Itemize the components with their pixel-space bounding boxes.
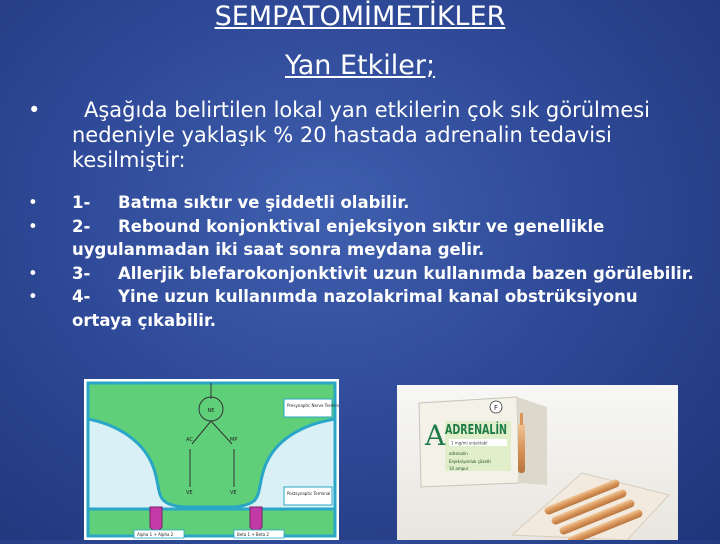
synapse-illustration <box>84 379 339 540</box>
ve-label: VE <box>230 490 237 496</box>
bullet-icon: • <box>28 98 41 122</box>
box-text: 1 mg/ml enjektabl <box>451 440 488 446</box>
slide-title: SEMPATOMİMETİKLER <box>214 1 506 32</box>
slide-subtitle: Yan Etkiler; <box>284 50 436 81</box>
mp-label: MP <box>230 437 238 443</box>
bullet-icon: • <box>28 193 38 212</box>
item-number: 2- <box>72 216 91 236</box>
box-text: Enjeksiyonluk çözelti <box>449 459 491 464</box>
brand-letter-f: F <box>493 404 499 412</box>
item-text: Yine uzun kullanımda nazolakrimal kanal obstrüksiyonu ortaya çıkabilir. <box>72 287 638 330</box>
alpha-receptor-icon <box>150 507 162 531</box>
item-number: 3- <box>72 263 91 283</box>
beta-receptor-icon <box>250 507 262 531</box>
alpha-label: Alpha 1 + Alpha 2 <box>137 532 174 537</box>
presynaptic-label: Presynaptic Nerve Terminal <box>287 403 339 408</box>
ne-label: NE <box>207 408 215 414</box>
product-illustration <box>397 385 678 540</box>
beta-label: Beta 1 + Beta 2 <box>237 532 269 537</box>
synapse-diagram <box>84 379 339 540</box>
label-box <box>284 399 332 417</box>
ampoule-neck <box>520 413 523 425</box>
box-text: 10 ampul <box>449 466 468 471</box>
bullet-icon: • <box>28 216 38 236</box>
item-number: 1- <box>72 193 91 212</box>
bullet-icon: • <box>28 263 38 283</box>
ve-label: VE <box>186 490 193 496</box>
list-item <box>28 191 698 215</box>
box-text: adrenalin <box>449 451 468 456</box>
item-number: 4- <box>72 287 91 306</box>
adrenalin-product-photo <box>397 385 678 540</box>
list-item <box>28 262 698 286</box>
intro-text: Aşağıda belirtilen lokal yan etkilerin çok sık görülmesi nedeniyle yaklaşık % 20 hastada adrenalin tedavisi kesilmiştir: <box>72 98 651 172</box>
postsynaptic-membrane <box>88 509 335 536</box>
brand-text: ADRENALİN <box>445 423 530 438</box>
list-item <box>28 285 698 332</box>
ac-label: AC <box>186 437 193 443</box>
postsynaptic-label: Postsynaptic Terminal <box>287 491 331 496</box>
brand-letter-a: A <box>425 419 446 452</box>
item-text: Rebound konjonktival enjeksiyon sıktır ve genellikle uygulanmadan iki saat sonra meydana gelir. <box>72 216 605 259</box>
intro-bullet-item <box>28 98 668 173</box>
bullet-icon: • <box>28 287 38 306</box>
side-effects-list <box>28 191 698 332</box>
item-text: Allerjik blefarokonjonktivit uzun kullanımda bazen görülebilir. <box>118 263 694 283</box>
ampoule-icon <box>518 423 525 473</box>
label-box <box>284 487 332 505</box>
list-item <box>28 215 698 262</box>
item-text: Batma sıktır ve şiddetli olabilir. <box>118 193 410 212</box>
